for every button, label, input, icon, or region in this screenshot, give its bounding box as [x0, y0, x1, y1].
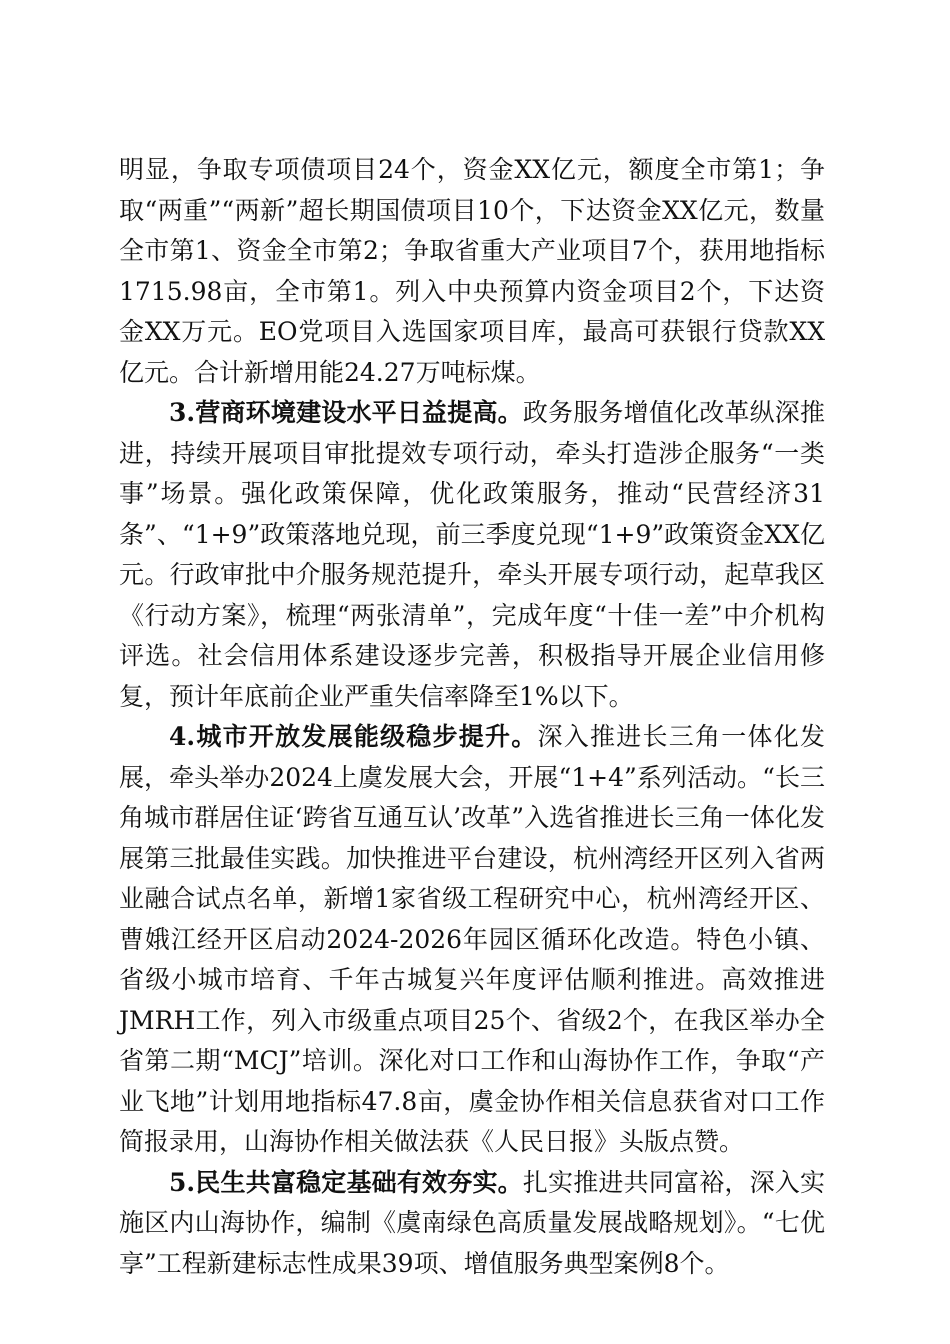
paragraph-heading: 3.营商环境建设水平日益提高。	[169, 398, 523, 427]
paragraph-body: 明显，争取专项债项目24个，资金XX亿元，额度全市第1；争取“两重”“两新”超长期国债项目10个，下达资金XX亿元，数量全市第1、资金全市第2；争取省重大产业项目7个，获用地指标1715.98亩，全市第1。列入中央预算内资金项目2个，下达资金XX万元。EO党项目入选国家项目库，最高可获银行贷款XX亿元。合计新增用能24.27万吨标煤。	[119, 155, 825, 387]
paragraph-body: 政务服务增值化改革纵深推进，持续开展项目审批提效专项行动，牵头打造涉企服务“一类事”场景。强化政策保障，优化政策服务，推动“民营经济31条”、“1+9”政策落地兑现，前三季度兑现“1+9”政策资金XX亿元。行政审批中介服务规范提升，牵头开展专项行动，起草我区《行动方案》，梳理“两张清单”，完成年度“十佳一差”中介机构评选。社会信用体系建设逐步完善，积极指导开展企业信用修复，预计年底前企业严重失信率降至1%以下。	[119, 398, 825, 711]
paragraph-body: 深入推进长三角一体化发展，牵头举办2024上虞发展大会，开展“1+4”系列活动。“长三角城市群居住证‘跨省互通互认’改革”入选省推进长三角一体化发展第三批最佳实践。加快推进平台建设，杭州湾经开区列入省两业融合试点名单，新增1家省级工程研究中心，杭州湾经开区、曹娥江经开区启动2024-2026年园区循环化改造。特色小镇、省级小城市培育、千年古城复兴年度评估顺利推进。高效推进JMRH工作，列入市级重点项目25个、省级2个，在我区举办全省第二期“MCJ”培训。深化对口工作和山海协作工作，争取“产业飞地”计划用地指标47.8亩，虞金协作相关信息获省对口工作简报录用，山海协作相关做法获《人民日报》头版点赞。	[119, 722, 825, 1156]
paragraph-heading: 4.城市开放发展能级稳步提升。	[169, 722, 538, 751]
paragraph-continued	[119, 150, 825, 393]
paragraph-city-opening	[119, 717, 825, 1163]
paragraph-heading: 5.民生共富稳定基础有效夯实。	[169, 1167, 523, 1197]
paragraph-business-environment	[119, 393, 825, 717]
paragraph-common-prosperity	[119, 1163, 825, 1285]
document-body	[119, 150, 825, 1284]
paragraph-body: 扎实推进共同富裕，深入实施区内山海协作，编制《虞南绿色高质量发展战略规划》。“七优享”工程新建标志性成果39项、增值服务典型案例8个。	[119, 1167, 825, 1278]
